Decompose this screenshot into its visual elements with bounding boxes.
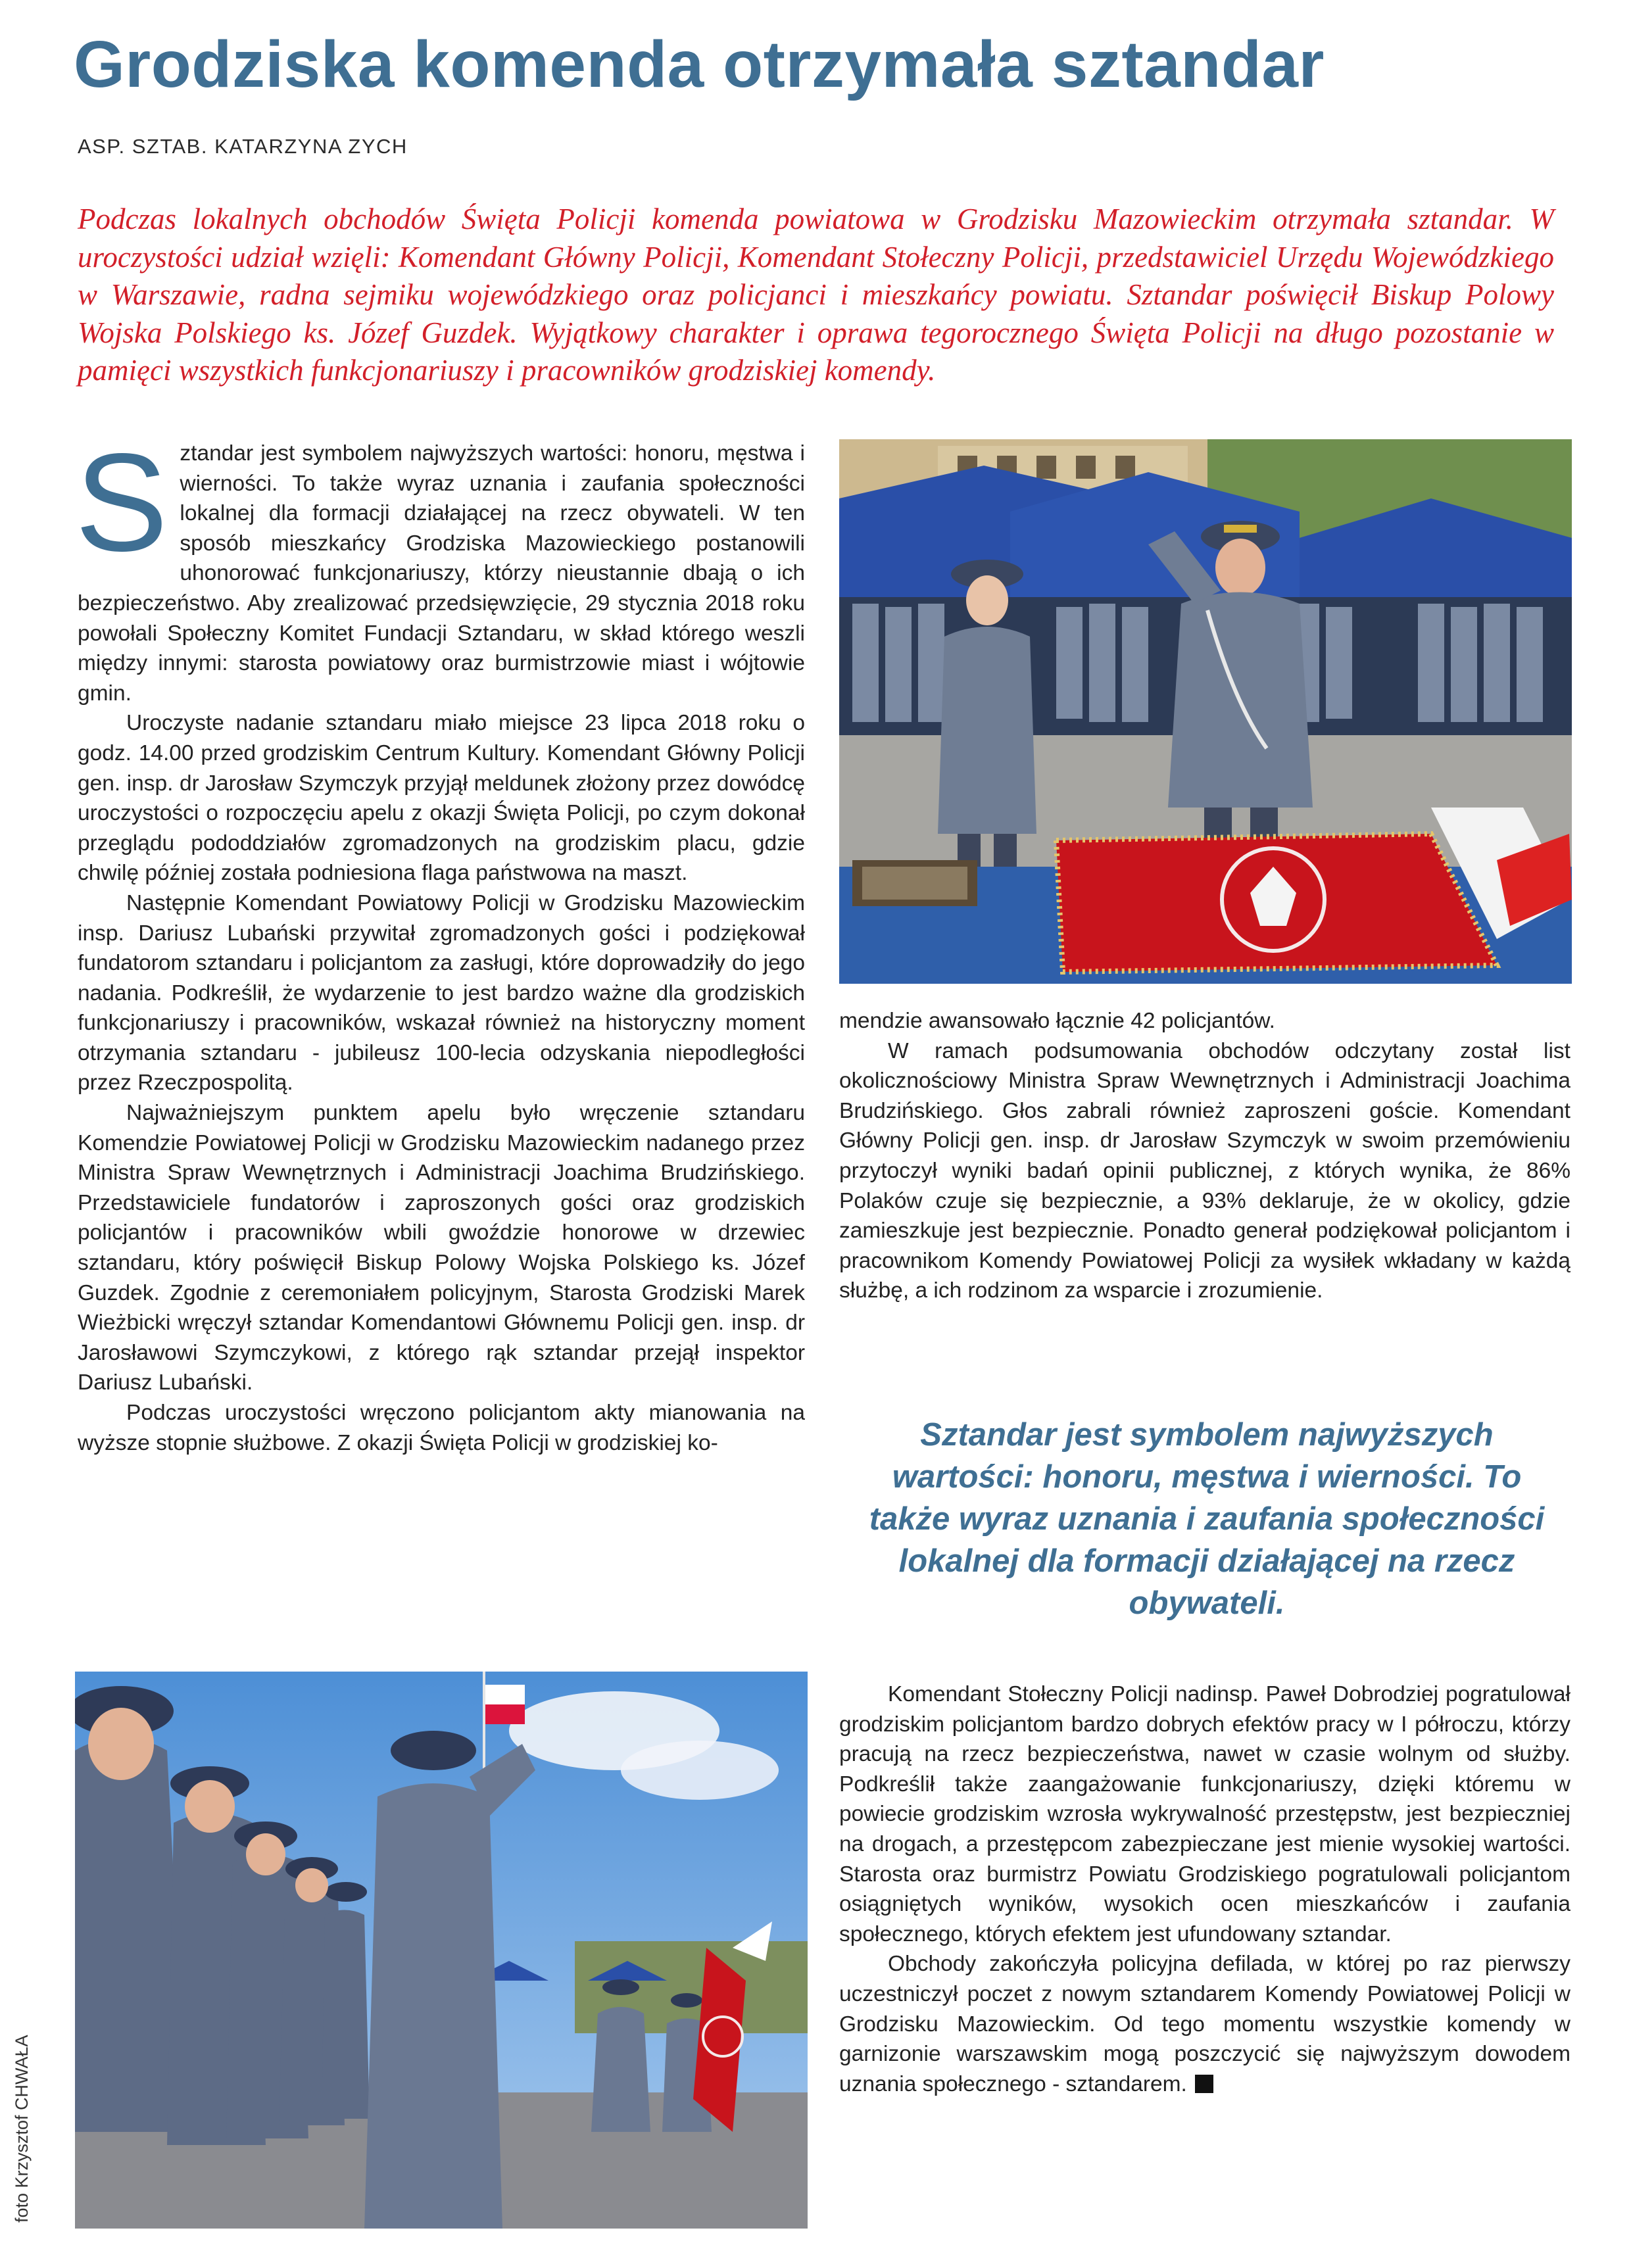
paragraph: Najważniejszym punktem apelu było wręczenie sztandaru Komendzie Powiatowej Policji w Grodzisku Mazowieckim nadanego przez Ministra Spraw Wewnętrznych i Administracji Joachima Brudzińskiego. Przedstawiciele fundatorów i zaproszonych gości oraz grodziskich policjantów i pracowników wbili gwoździe honorowe w drzewiec sztandaru, który poświęcił Biskup Polowy Wojska Polskiego ks. Józef Guzdek. Zgodnie z ceremoniałem policyjnym, Starosta Grodziski Marek Wieżbicki wręczył sztandar Komendantowi Głównemu Policji gen. insp. dr Jarosławowi Szymczykowi, z którego rąk sztandar przejął inspektor Dariusz Lubański. (78, 1101, 805, 1395)
paragraph: Komendant Stołeczny Policji nadinsp. Paweł Dobrodziej pogratulował grodziskim policjantom bardzo dobrych efektów pracy w I półroczu, którzy pracują na rzecz bezpieczeństwa, nawet w czasie wolnym od służby. Podkreślił także zaangażowanie funkcjonariuszy, dzięki któremu w powiecie grodziskim wzrosła wykrywalność przestępstw, jest bezpieczniej na drogach, a przestępcom zabezpieczane jest mienie wysokiej wartości. Starosta oraz burmistrz Powiatu Grodziskiego pogratulowali policjantom osiągniętych wyników, wysokich ocen mieszkańców i zaufania społecznego, których efektem jest ufundowany sztandar. (839, 1682, 1570, 1946)
article-lead: Podczas lokalnych obchodów Święta Policji komenda powiatowa w Grodzisku Mazowieckim otrzymała sztandar. W uroczystości udział wzięli: Komendant Główny Policji, Komendant Stołeczny Policji, przedstawiciel Urzędu Wojewódzkiego w Warszawie, radna sejmiku wojewódzkiego oraz policjanci i mieszkańcy powiatu. Sztandar poświęcił Biskup Polowy Wojska Polskiego ks. Józef Guzdek. Wyjątkowy charakter i oprawa tegorocznego Święta Policji na długo pozostanie w pamięci wszystkich funkcjonariuszy i pracowników grodziskiej komendy. (78, 203, 1554, 387)
paragraph: Obchody zakończyła policyjna defilada, w której po raz pierwszy uczestniczył poczet z nowym sztandarem Komendy Powiatowej Policji w Grodzisku Mazowieckim. Od tego momentu wszystkie komendy w garnizonie warszawskim mogą poszczycić się najwyższym dowodem uznania społecznego - sztandarem. (839, 1952, 1570, 2096)
paragraph: Podczas uroczystości wręczono policjantom akty mianowania na wyższe stopnie służbowe. Z okazji Święta Policji w grodziskiej ko- (78, 1401, 805, 1455)
ceremony-photo-banner (839, 439, 1572, 984)
paragraph: mendzie awansowało łącznie 42 policjantów. (839, 1009, 1275, 1033)
article-title: Grodziska komenda otrzymała sztandar (74, 28, 1325, 101)
body-column-right-bottom (839, 1679, 1570, 2099)
photo-credit: foto Krzysztof CHWAŁA (12, 2035, 32, 2223)
author-byline: ASP. SZTAB. KATARZYNA ZYCH (78, 135, 408, 158)
pull-quote: Sztandar jest symbolem najwyższych wartości: honoru, męstwa i wierności. To także wyraz uznania i zaufania społeczności lokalnej dla formacji działającej na rzecz obywateli. (869, 1417, 1545, 1621)
paragraph: Sztandar jest symbolem najwyższych wartości: honoru, męstwa i wierności. To także wyraz uznania i zaufania społeczności lokalnej dla formacji działającej na rzecz obywateli. W ten sposób mieszkańcy Grodziska Mazowieckiego postanowili uhonorować funkcjonariuszy, którzy nieustannie dbają o ich bezpieczeństwo. Aby zrealizować przedsięwzięcie, 29 stycznia 2018 roku powołali Społeczny Komitet Fundacji Sztandaru, w skład którego weszli między innymi: starosta powiatowy oraz burmistrzowie miast i wójtowie gmin. (75, 424, 805, 706)
body-column-left (75, 424, 805, 1458)
paragraph: W ramach podsumowania obchodów odczytany został list okolicznościowy Ministra Spraw Wewnętrznych i Administracji Joachima Brudzińskiego. Głos zabrali również zaproszeni goście. Komendant Główny Policji gen. insp. dr Jarosław Szymczyk w swoim przemówieniu przytoczył wyniki badań opinii publicznej, z których wynika, że 86% Polaków czuje się bezpiecznie, a 93% deklaruje, że w okolicy, gdzie zamieszkuje jest bezpiecznie. Ponadto generał podziękował policjantom i pracownikom Komendy Powiatowej Policji za wysiłek wkładany w każdą służbę, a ich rodzinom za wsparcie i zrozumienie. (839, 1038, 1570, 1303)
drop-cap: S (75, 424, 168, 580)
paragraph: Uroczyste nadanie sztandaru miało miejsce 23 lipca 2018 roku o godz. 14.00 przed grodziskim Centrum Kultury. Komendant Główny Policji gen. insp. dr Jarosław Szymczyk przyjął meldunek złożony przez dowódcę uroczystości o rozpoczęciu apelu z okazji Święta Policji, po czym dokonał przeglądu pododdziałów zgromadzonych na grodziskim placu, gdzie chwilę później została podniesiona flaga państwowa na maszt. (78, 711, 805, 886)
end-of-article-mark (1195, 2075, 1213, 2093)
paragraph: Następnie Komendant Powiatowy Policji w Grodzisku Mazowieckim insp. Dariusz Lubański przywitał zgromadzonych gości i podziękował fundatorom sztandaru i policjantom za zasługi, które doprowadziły do jego nadania. Podkreślił, że wydarzenie to jest bardzo ważne dla grodziskich funkcjonariuszy i pracowników, wskazał również na historyczny moment otrzymania sztandaru - jubileusz 100-lecia odzyskania niepodległości przez Rzeczpospolitą. (78, 890, 805, 1096)
ceremony-photo-parade (75, 1672, 808, 2229)
body-column-right-top (839, 1006, 1570, 1306)
